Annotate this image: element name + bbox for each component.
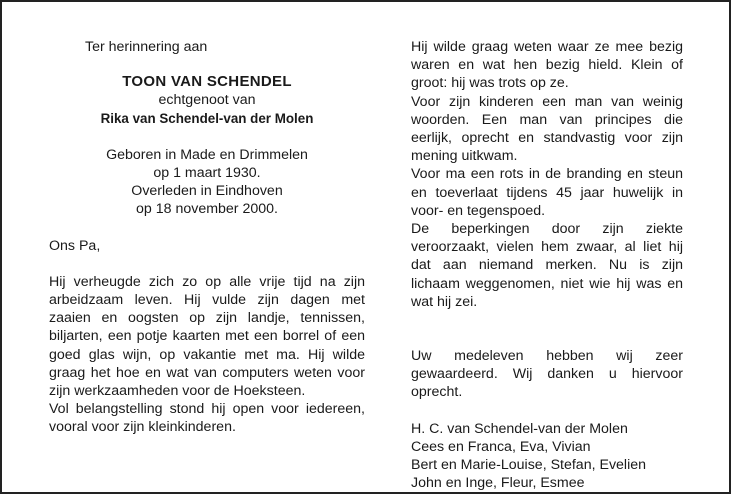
spacer bbox=[411, 402, 683, 420]
spacer bbox=[49, 255, 365, 273]
birth-date: op 1 maart 1930. bbox=[153, 165, 261, 182]
death-place: Overleden in Eindhoven bbox=[131, 183, 283, 200]
right-paragraph: De beperkingen door zijn ziekte veroorzaakt, vielen hem zwaar, al liet hij dat aan niemand merken. Nu is zijn lichaam weggenomen, niet wie hij was en wat hij zei. bbox=[411, 221, 683, 310]
spouse-name: Rika van Schendel-van der Molen bbox=[100, 110, 314, 126]
relation-text: echtgenoot van bbox=[158, 92, 256, 109]
spacer bbox=[49, 219, 365, 237]
family-line: Cees en Franca, Eva, Vivian bbox=[411, 438, 591, 455]
left-paragraph: Vol belangstelling stond hij open voor iedereen, vooral voor zijn kleinkinderen. bbox=[49, 401, 365, 436]
right-column bbox=[411, 38, 683, 492]
left-paragraph: Hij verheugde zich zo op alle vrije tijd na zijn arbeidzaam leven. Hij vulde zijn dagen met zaaien en oogsten op zijn landje, tennissen, biljarten, een potje kaarten met een borrel of een goed glas wijn, op vakantie met ma. Hij wilde graag het hoe en wat van computers weten voor zijn werkzaamheden voor de Hoeksteen. bbox=[49, 273, 365, 400]
family-line: John en Inge, Fleur, Esmee bbox=[411, 475, 585, 492]
death-date: op 18 november 2000. bbox=[136, 201, 278, 218]
family-line: H. C. van Schendel-van der Molen bbox=[411, 420, 628, 437]
spacer bbox=[411, 311, 683, 347]
intro-text: Ter herinnering aan bbox=[85, 39, 208, 55]
thanks-text: Uw medeleven hebben wij zeer gewaardeerd. Wij danken u hiervoor oprecht. bbox=[411, 348, 683, 401]
right-paragraph: Hij wilde graag weten waar ze mee bezig waren en wat hen bezig hield. Klein of groot: hij was trots op ze. bbox=[411, 39, 683, 92]
deceased-name: TOON VAN SCHENDEL bbox=[122, 73, 292, 91]
left-column bbox=[49, 38, 365, 437]
greeting: Ons Pa, bbox=[49, 237, 101, 254]
family-line: Bert en Marie-Louise, Stefan, Evelien bbox=[411, 457, 647, 474]
right-paragraph: Voor ma een rots in de branding en steun en toeverlaat tijdens 45 jaar huwelijk in voor- en tegenspoed. bbox=[411, 166, 683, 219]
spacer bbox=[49, 128, 365, 146]
right-paragraph: Voor zijn kinderen een man van weinig woorden. Een man van principes die eerlijk, oprecht en standvastig voor zijn mening uitkwam. bbox=[411, 93, 683, 165]
birth-place: Geboren in Made en Drimmelen bbox=[106, 146, 308, 163]
